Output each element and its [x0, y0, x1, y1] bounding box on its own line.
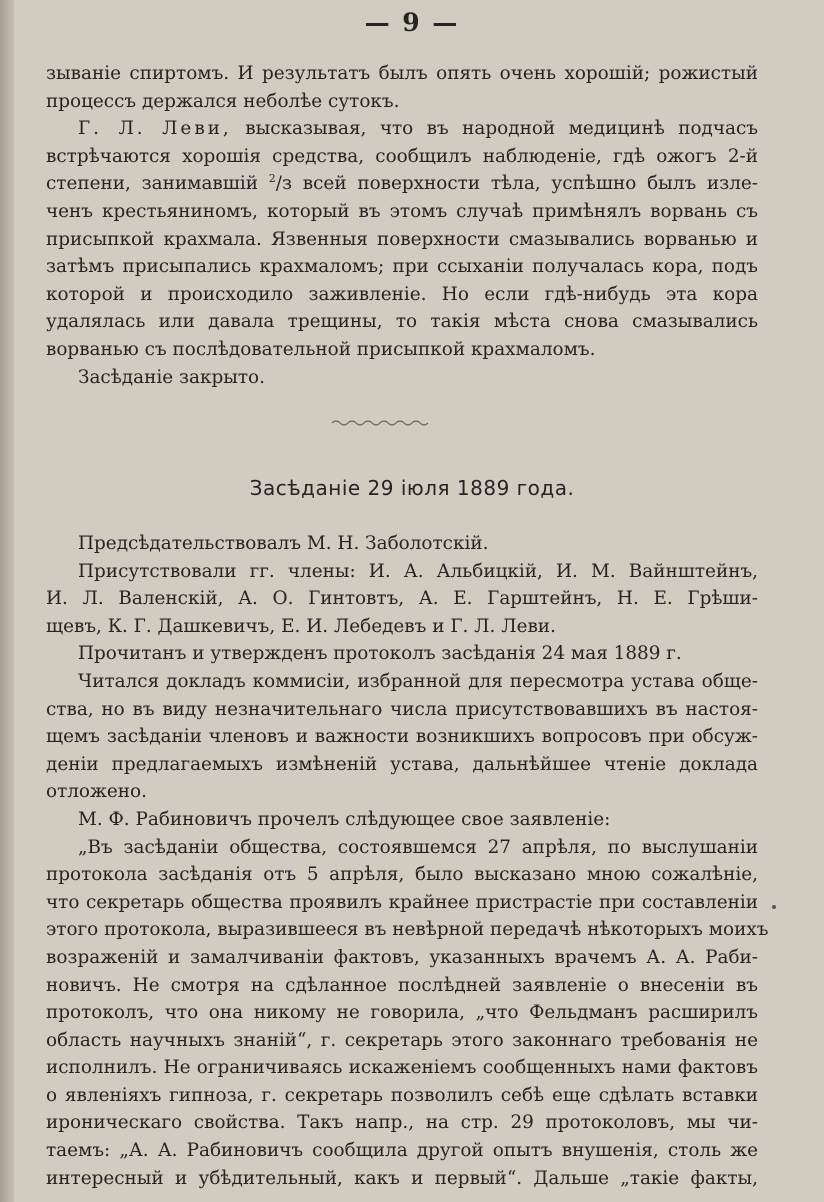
text-line: затѣмъ присыпались крахмаломъ; при ссыханіи получалась кора, подъ	[46, 256, 758, 278]
wavy-divider-ornament	[330, 417, 430, 429]
text-line: И. Л. Валенскій, А. О. Гинтовтъ, А. Е. Гарштейнъ, Н. Е. Грѣши-	[46, 588, 758, 610]
text-line: щемъ засѣданіи членовъ и важности возникшихъ вопросовъ при обсуж-	[46, 726, 758, 748]
text-fragment: высказывая, что въ народной медицинѣ подчасъ	[231, 118, 759, 140]
text-fragment: прочелъ слѣдующее свое заявленіе:	[251, 808, 611, 830]
text-line: щевъ, К. Г. Дашкевичъ, Е. И. Лебедевъ и Г. Л. Леви.	[46, 615, 556, 637]
text-fragment: /з всей поверхности тѣла, успѣшно былъ изле-	[275, 173, 759, 195]
text-line	[46, 115, 758, 143]
chair-label: Предсѣдательствовалъ	[78, 533, 307, 554]
text-line: Прочитанъ и утвержденъ протоколъ засѣданія 24 мая 1889 г.	[78, 643, 682, 665]
print-speck	[772, 905, 776, 909]
text-line: зываніе спиртомъ. И результатъ былъ опять очень хорошій; рожистый	[46, 63, 758, 84]
section-title: Засѣданіе 29 іюля 1889 года.	[249, 476, 575, 500]
speaker-name: Г. Л. Леви,	[78, 118, 232, 140]
text-block-top	[46, 60, 758, 391]
speaker-name: М. Ф. Рабиновичъ	[78, 808, 252, 830]
text-line: о явленіяхъ гипноза, г. секретарь позволилъ себѣ еще сдѣлать вставки	[46, 1084, 758, 1106]
text-line	[46, 806, 758, 834]
text-line: интересный и убѣдительный, какъ и первый“. Дальше „такіе факты,	[46, 1167, 758, 1189]
text-line: новичъ. Не смотря на сдѣланное послѣдней заявленіе о внесеніи въ	[46, 974, 758, 996]
text-fragment: степени, занимавшій	[46, 173, 269, 195]
text-block-main	[46, 530, 769, 1192]
text-line: что секретарь общества проявилъ крайнее пристрастіе при составленіи	[46, 891, 758, 913]
text-line: отложено.	[46, 781, 147, 803]
text-line	[46, 170, 758, 198]
text-line: „Въ засѣданіи общества, состоявшемся 27 апрѣля, по выслушаніи	[78, 836, 758, 858]
text-line: Читался докладъ коммисіи, избранной для пересмотра устава обще-	[78, 670, 758, 692]
text-line: ства, но въ виду незначительнаго числа присутствовавшихъ въ настоя-	[46, 698, 758, 720]
text-line	[46, 530, 758, 558]
text-line: область научныхъ знаній“, г. секретарь этого законнаго требованія не	[46, 1029, 758, 1051]
text-line: Присутствовали гг. члены: И. А. Альбицкій, И. М. Вайнштейнъ,	[78, 560, 758, 582]
text-line: возраженій и замалчиваніи фактовъ, указанныхъ врачемъ А. А. Раби-	[46, 946, 758, 968]
chair-name: М. Н. Заболотскій.	[306, 533, 489, 554]
text-line: удалялась или давала трещины, то такія мѣста снова смазывались	[46, 311, 758, 333]
text-line: этого протокола, выразившееся въ невѣрной передачѣ нѣкоторыхъ моихъ	[46, 919, 769, 941]
superscript: 2	[268, 172, 276, 186]
text-line: деніи предлагаемыхъ измѣненій устава, дальнѣйшее чтеніе доклада	[46, 753, 758, 775]
text-line: встрѣчаются хорошія средства, сообщилъ наблюденіе, гдѣ ожогъ 2-й	[46, 145, 758, 167]
text-line: присыпкой крахмала. Язвенныя поверхности смазывались ворванью и	[46, 228, 758, 250]
text-line: которой и происходило заживленіе. Но если гдѣ-нибудь эта кора	[46, 283, 758, 305]
text-line: процессъ держался неболѣе сутокъ.	[46, 90, 400, 112]
text-line: ироническаго свойства. Такъ напр., на стр. 29 протоколовъ, мы чи-	[46, 1112, 758, 1134]
text-line: ченъ крестьяниномъ, который въ этомъ случаѣ примѣнялъ ворвань съ	[46, 200, 758, 222]
page-gutter-shadow	[0, 0, 14, 1202]
session-closed: Засѣданіе закрыто.	[78, 366, 265, 388]
text-line: протокола засѣданія отъ 5 апрѣля, было высказано мною сожалѣніе,	[46, 864, 758, 886]
text-line: исполнилъ. Не ограничиваясь искаженіемъ сообщенныхъ нами фактовъ	[46, 1057, 758, 1079]
page-number: — 9 —	[364, 8, 460, 37]
text-line: таемъ: „А. А. Рабиновичъ сообщила другой опытъ внушенія, столь же	[46, 1140, 758, 1162]
text-line: протоколъ, что она никому не говорила, „что Фельдманъ расширилъ	[46, 1002, 758, 1024]
text-line: ворванью съ послѣдовательной присыпкой крахмаломъ.	[46, 338, 596, 360]
